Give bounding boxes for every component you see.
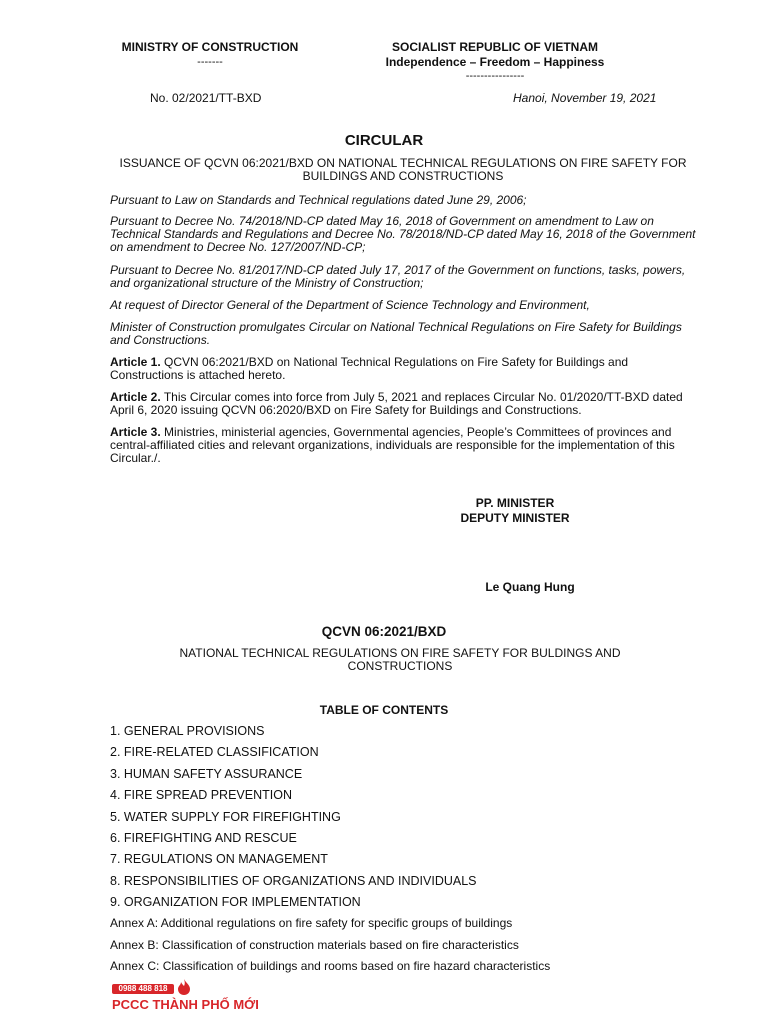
article-3-text: Ministries, ministerial agencies, Governmental agencies, People’s Committees of provinces and central-affiliated cities and relevant organizations, individuals are responsible for the implementation of this Circular./. xyxy=(110,425,675,465)
toc-item[interactable]: 7. REGULATIONS ON MANAGEMENT xyxy=(110,852,328,866)
place-date: Hanoi, November 19, 2021 xyxy=(513,91,657,105)
toc-heading: TABLE OF CONTENTS xyxy=(319,703,449,717)
signature-position: DEPUTY MINISTER xyxy=(460,511,570,525)
circular-subtitle: ISSUANCE OF QCVN 06:2021/BXD ON NATIONAL TECHNICAL REGULATIONS ON FIRE SAFETY FOR BUILDINGS AND CONSTRUCTIONS xyxy=(119,156,687,183)
preamble-law: Pursuant to Law on Standards and Technical regulations dated June 29, 2006; xyxy=(110,193,527,207)
preamble-request: At request of Director General of the Department of Science Technology and Environment, xyxy=(110,298,590,312)
signature-title: PP. MINISTER xyxy=(475,496,555,510)
annex-item[interactable]: Annex A: Additional regulations on fire safety for specific groups of buildings xyxy=(110,916,513,930)
ministry-rule: ------- xyxy=(197,56,223,68)
signatory-name: Le Quang Hung xyxy=(485,580,575,594)
annex-item[interactable]: Annex C: Classification of buildings and rooms based on fire hazard characteristics xyxy=(110,959,551,973)
republic-name: SOCIALIST REPUBLIC OF VIETNAM xyxy=(391,40,598,54)
toc-item[interactable]: 3. HUMAN SAFETY ASSURANCE xyxy=(110,767,303,781)
flame-icon xyxy=(176,978,192,996)
preamble-decree-74: Pursuant to Decree No. 74/2018/ND-CP dated May 16, 2018 of Government on amendment to Law on Technical Standards and Regulations and Decree No. 78/2018/ND-CP dated May 16, 2018 of the Government on amendment to Decree No. 127/2007/ND-CP; xyxy=(110,214,696,254)
toc-item[interactable]: 4. FIRE SPREAD PREVENTION xyxy=(110,788,292,802)
annex-item[interactable]: Annex B: Classification of construction materials based on fire characteristics xyxy=(110,938,519,952)
toc-item[interactable]: 9. ORGANIZATION FOR IMPLEMENTATION xyxy=(110,895,361,909)
preamble-promulgation: Minister of Construction promulgates Circular on National Technical Regulations on Fire Safety for Buildings and Constructions. xyxy=(110,320,682,347)
brand-watermark xyxy=(112,978,282,1018)
toc-item[interactable]: 2. FIRE-RELATED CLASSIFICATION xyxy=(110,745,319,759)
preamble-decree-81: Pursuant to Decree No. 81/2017/ND-CP dated July 17, 2017 of the Government on functions, tasks, powers, and organizational structure of the Ministry of Construction; xyxy=(110,263,686,290)
motto-rule: ---------------- xyxy=(465,70,525,82)
article-3-label: Article 3. xyxy=(110,425,161,439)
circular-title: CIRCULAR xyxy=(344,132,424,149)
ministry-name: MINISTRY OF CONSTRUCTION xyxy=(121,40,299,54)
brand-name: PCCC THÀNH PHỐ MỚI xyxy=(112,997,259,1012)
phone-number: 0988 488 818 xyxy=(118,984,168,993)
toc-item[interactable]: 8. RESPONSIBILITIES OF ORGANIZATIONS AND INDIVIDUALS xyxy=(110,874,477,888)
document-number: No. 02/2021/TT-BXD xyxy=(150,91,262,105)
article-3 xyxy=(110,426,700,465)
article-2-text: This Circular comes into force from July 5, 2021 and replaces Circular No. 01/2020/TT-BXD dated April 6, 2020 issuing QCVN 06:2020/BXD on Fire Safety for Buildings and Constructions. xyxy=(110,390,683,417)
motto: Independence – Freedom – Happiness xyxy=(385,55,605,69)
article-1-label: Article 1. xyxy=(110,355,161,369)
article-1 xyxy=(110,356,700,382)
standard-code: QCVN 06:2021/BXD xyxy=(321,624,447,639)
standard-title: NATIONAL TECHNICAL REGULATIONS ON FIRE SAFETY FOR BULDINGS AND CONSTRUCTIONS xyxy=(179,646,621,673)
article-1-text: QCVN 06:2021/BXD on National Technical Regulations on Fire Safety for Buildings and Constructions is attached hereto. xyxy=(110,355,629,382)
toc-item[interactable]: 5. WATER SUPPLY FOR FIREFIGHTING xyxy=(110,810,341,824)
toc-item[interactable]: 6. FIREFIGHTING AND RESCUE xyxy=(110,831,297,845)
article-2 xyxy=(110,391,700,417)
toc-item[interactable]: 1. GENERAL PROVISIONS xyxy=(110,724,265,738)
article-2-label: Article 2. xyxy=(110,390,161,404)
phone-banner xyxy=(112,984,174,994)
